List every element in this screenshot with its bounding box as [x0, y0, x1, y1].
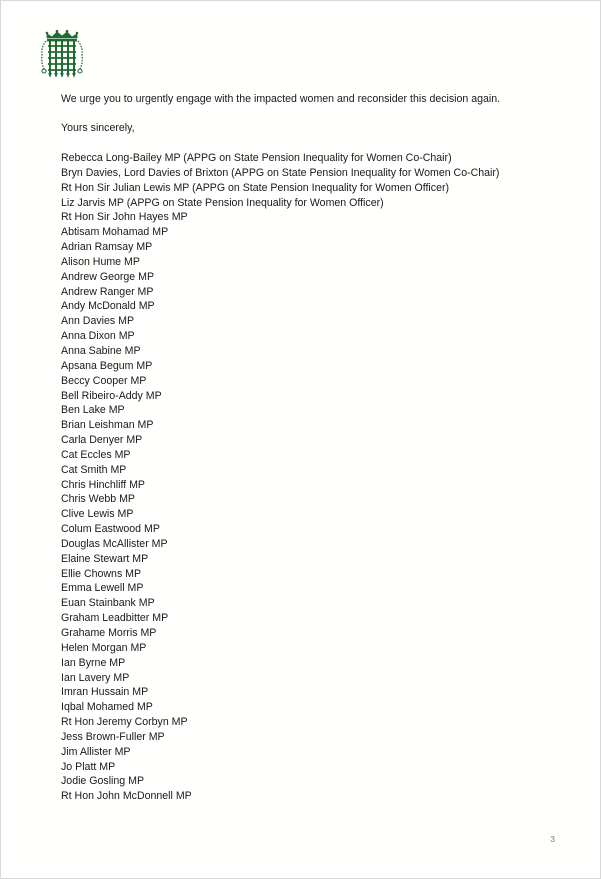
list-item: Liz Jarvis MP (APPG on State Pension Inequality for Women Officer) — [61, 196, 384, 209]
list-item: Apsana Begum MP — [61, 359, 153, 372]
list-item: Ian Lavery MP — [61, 671, 130, 684]
list-item: Bell Ribeiro-Addy MP — [61, 389, 162, 402]
list-item: Jo Platt MP — [61, 760, 116, 773]
list-item: Ben Lake MP — [61, 404, 125, 417]
portcullis-icon — [39, 29, 85, 81]
list-item: Jim Allister MP — [61, 745, 131, 758]
list-item: Andy McDonald MP — [61, 300, 155, 313]
list-item: Andrew Ranger MP — [61, 285, 154, 298]
signatory-list — [61, 151, 499, 804]
list-item: Cat Smith MP — [61, 463, 127, 476]
list-item: Rebecca Long-Bailey MP (APPG on State Pension Inequality for Women Co-Chair) — [61, 152, 452, 164]
list-item: Abtisam Mohamad MP — [61, 226, 169, 239]
list-item: Rt Hon John McDonnell MP — [61, 790, 192, 803]
list-item: Brian Leishman MP — [61, 419, 154, 432]
list-item: Imran Hussain MP — [61, 686, 149, 699]
list-item: Beccy Cooper MP — [61, 374, 147, 387]
list-item: Graham Leadbitter MP — [61, 612, 169, 625]
list-item: Adrian Ramsay MP — [61, 241, 153, 254]
list-item: Elaine Stewart MP — [61, 552, 149, 565]
list-item: Jess Brown-Fuller MP — [61, 730, 165, 743]
list-item: Jodie Gosling MP — [61, 775, 145, 788]
list-item: Rt Hon Sir Julian Lewis MP (APPG on State Pension Inequality for Women Officer) — [61, 181, 450, 194]
list-item: Ellie Chowns MP — [61, 567, 142, 580]
list-item: Douglas McAllister MP — [61, 537, 168, 550]
list-item: Bryn Davies, Lord Davies of Brixton (APPG on State Pension Inequality for Women Co-Chair) — [61, 166, 500, 179]
list-item: Alison Hume MP — [61, 255, 140, 268]
list-item: Emma Lewell MP — [61, 582, 144, 595]
list-item: Rt Hon Jeremy Corbyn MP — [61, 716, 188, 729]
list-item: Helen Morgan MP — [61, 641, 147, 654]
urge-paragraph: We urge you to urgently engage with the impacted women and reconsider this decision again. — [61, 93, 501, 105]
closing-salutation: Yours sincerely, — [61, 122, 135, 134]
list-item: Chris Webb MP — [61, 493, 135, 506]
list-item: Clive Lewis MP — [61, 508, 134, 521]
page-number: 3 — [550, 834, 555, 844]
list-item: Andrew George MP — [61, 270, 155, 283]
list-item: Grahame Morris MP — [61, 627, 157, 639]
list-item: Iqbal Mohamed MP — [61, 701, 153, 714]
list-item: Chris Hinchliff MP — [61, 478, 145, 491]
list-item: Colum Eastwood MP — [61, 523, 160, 536]
list-item: Anna Dixon MP — [61, 330, 135, 343]
list-item: Ian Byrne MP — [61, 656, 126, 669]
list-item: Carla Denyer MP — [61, 434, 143, 447]
list-item: Anna Sabine MP — [61, 344, 141, 357]
list-item: Ann Davies MP — [61, 315, 135, 328]
list-item: Euan Stainbank MP — [61, 597, 155, 610]
list-item: Cat Eccles MP — [61, 448, 131, 461]
list-item: Rt Hon Sir John Hayes MP — [61, 211, 188, 224]
